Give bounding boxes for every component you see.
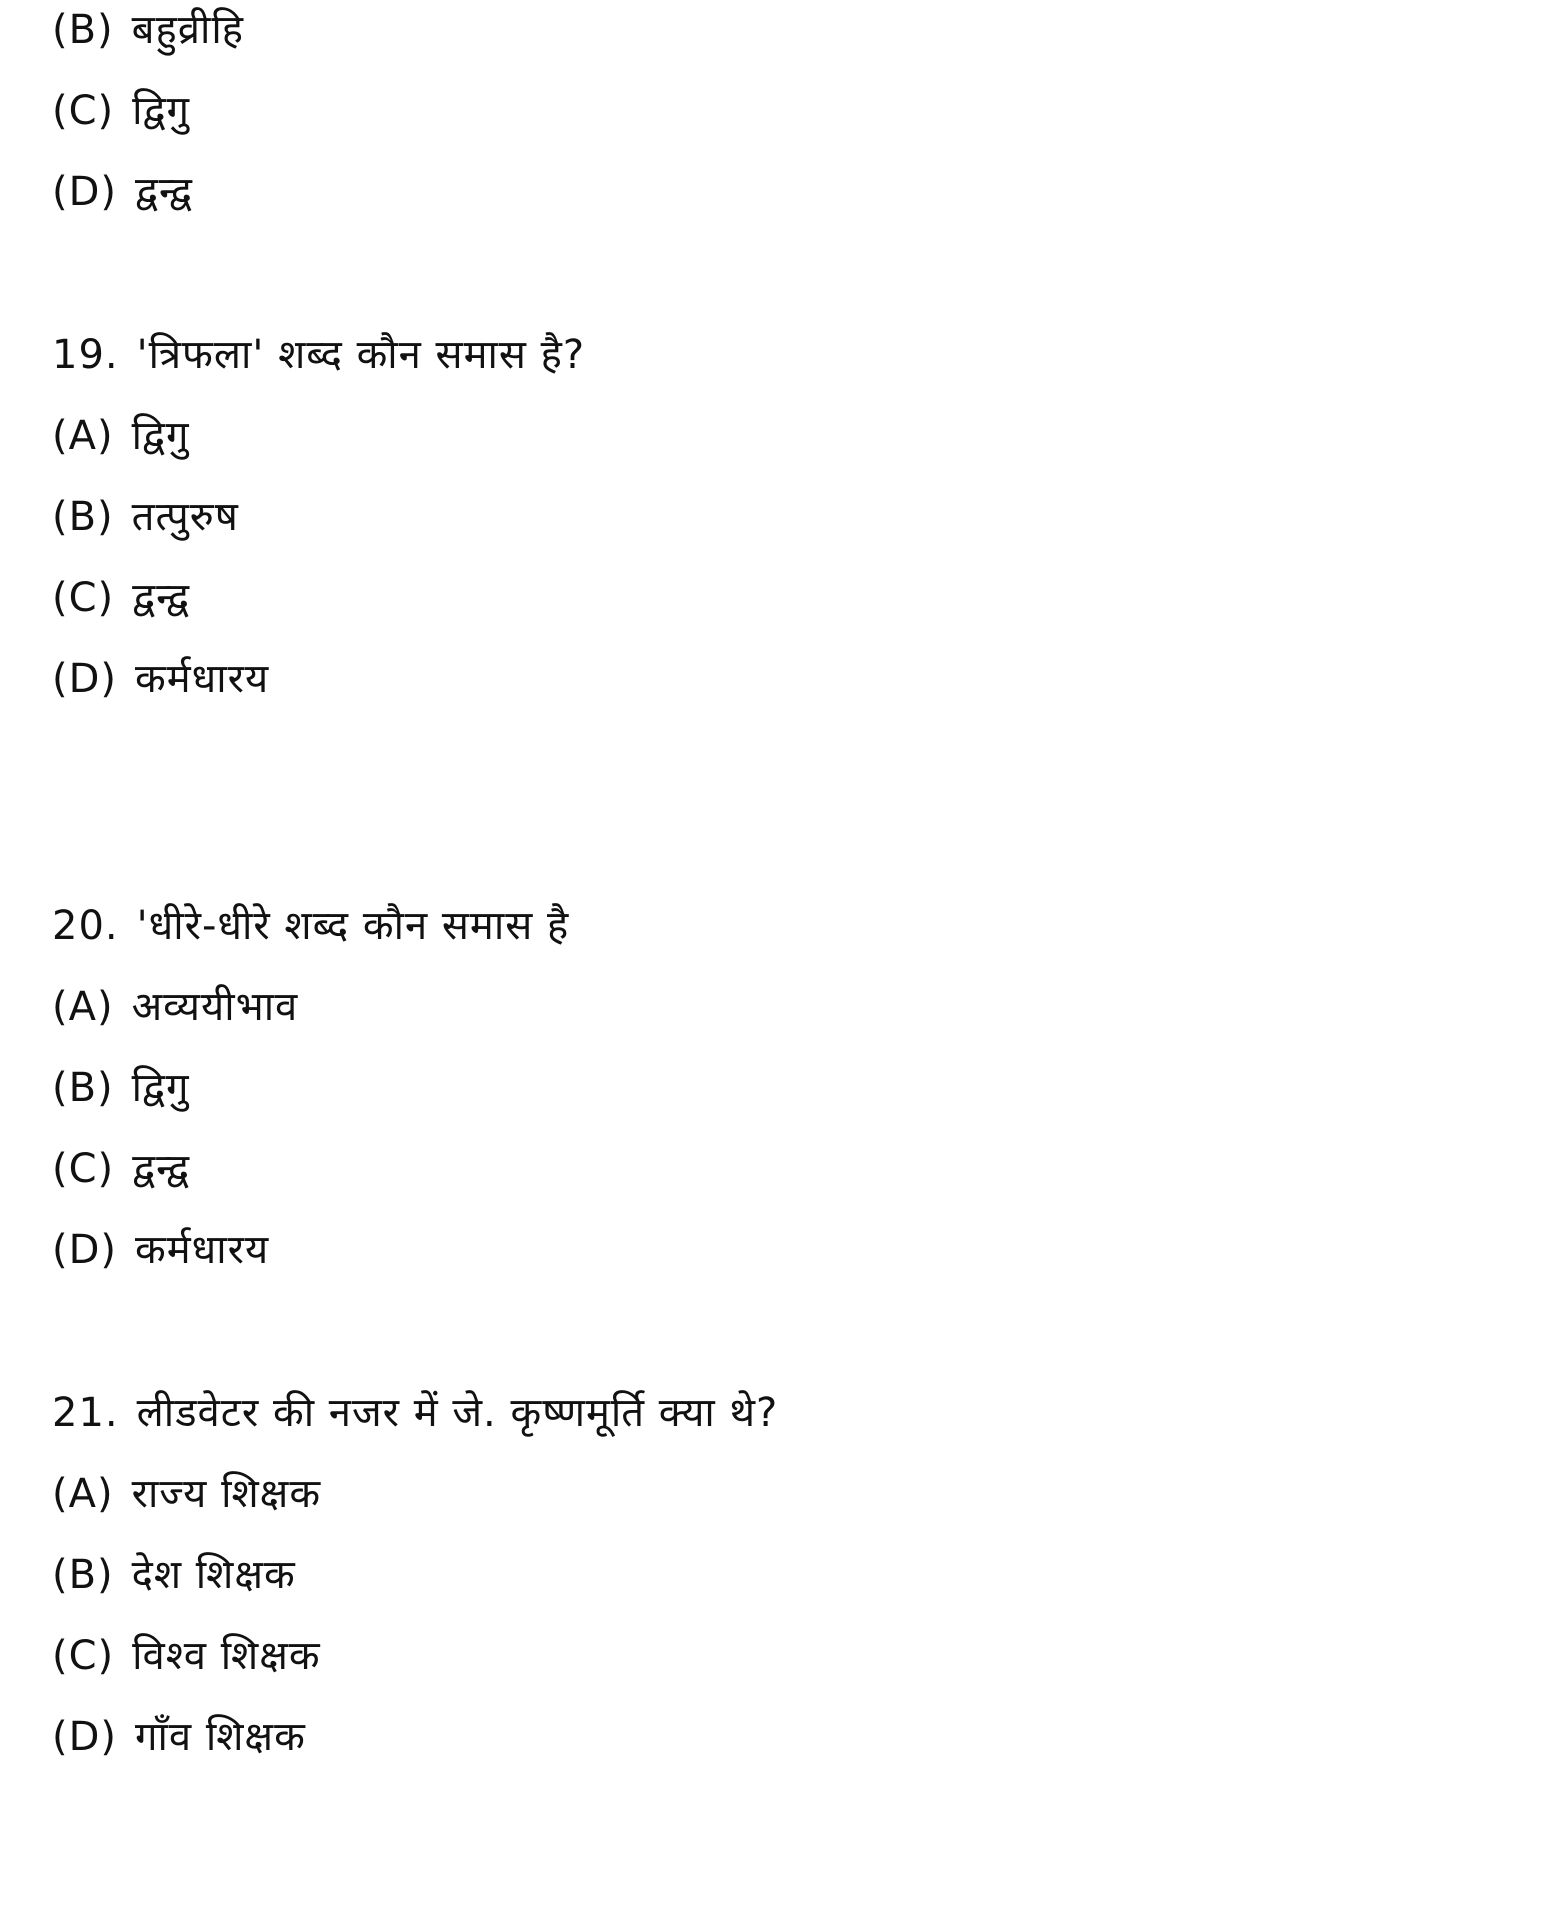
option-text: द्विगु [132, 88, 191, 134]
question-21 [52, 1387, 778, 1439]
q20-option-a [52, 981, 298, 1033]
option-text: द्वन्द्व [132, 1146, 191, 1192]
option-letter: (A) [52, 1471, 114, 1517]
option-text: बहुव्रीहि [131, 7, 244, 53]
option-letter: (D) [52, 169, 118, 215]
option-letter: (C) [52, 1146, 115, 1192]
option-letter: (B) [52, 1552, 114, 1598]
q21-option-c [52, 1630, 321, 1682]
option-text: राज्य शिक्षक [131, 1471, 322, 1517]
q19-option-a [52, 410, 189, 462]
option-d [52, 166, 193, 218]
question-19 [52, 329, 585, 381]
option-text: देश शिक्षक [131, 1552, 296, 1598]
question-20 [52, 900, 569, 952]
option-text: द्वन्द्व [132, 575, 191, 621]
option-text: विश्व शिक्षक [132, 1633, 321, 1679]
q19-option-c [52, 572, 190, 624]
option-letter: (D) [52, 1227, 118, 1273]
q21-option-d [52, 1711, 306, 1763]
question-number: 21. [52, 1390, 119, 1436]
question-text: लीडवेटर की नजर में जे. कृष्णमूर्ति क्या थे? [136, 1390, 779, 1436]
q20-option-c [52, 1143, 190, 1195]
option-letter: (B) [52, 7, 114, 53]
q19-option-d [52, 653, 269, 705]
option-text: अव्ययीभाव [131, 984, 299, 1030]
option-text: द्विगु [131, 413, 190, 459]
option-letter: (B) [52, 494, 114, 540]
q21-option-a [52, 1468, 321, 1520]
option-text: तत्पुरुष [131, 494, 239, 540]
option-text: कर्मधारय [135, 656, 270, 702]
option-letter: (B) [52, 1065, 114, 1111]
option-b [52, 4, 244, 56]
option-text: द्विगु [131, 1065, 190, 1111]
q20-option-d [52, 1224, 269, 1276]
option-text: द्वन्द्व [135, 169, 193, 215]
q19-option-b [52, 491, 239, 543]
option-c [52, 85, 190, 137]
q20-option-b [52, 1062, 190, 1114]
option-letter: (C) [52, 575, 115, 621]
question-number: 19. [52, 332, 119, 378]
option-letter: (D) [52, 1714, 118, 1760]
question-text: 'त्रिफला' शब्द कौन समास है? [136, 332, 586, 378]
option-letter: (C) [52, 1633, 115, 1679]
option-text: गाँव शिक्षक [135, 1714, 306, 1760]
option-text: कर्मधारय [135, 1227, 270, 1273]
q21-option-b [52, 1549, 296, 1601]
question-number: 20. [52, 903, 119, 949]
question-text: 'धीरे-धीरे शब्द कौन समास है [136, 903, 570, 949]
option-letter: (C) [52, 88, 115, 134]
option-letter: (A) [52, 984, 114, 1030]
option-letter: (A) [52, 413, 114, 459]
option-letter: (D) [52, 656, 118, 702]
